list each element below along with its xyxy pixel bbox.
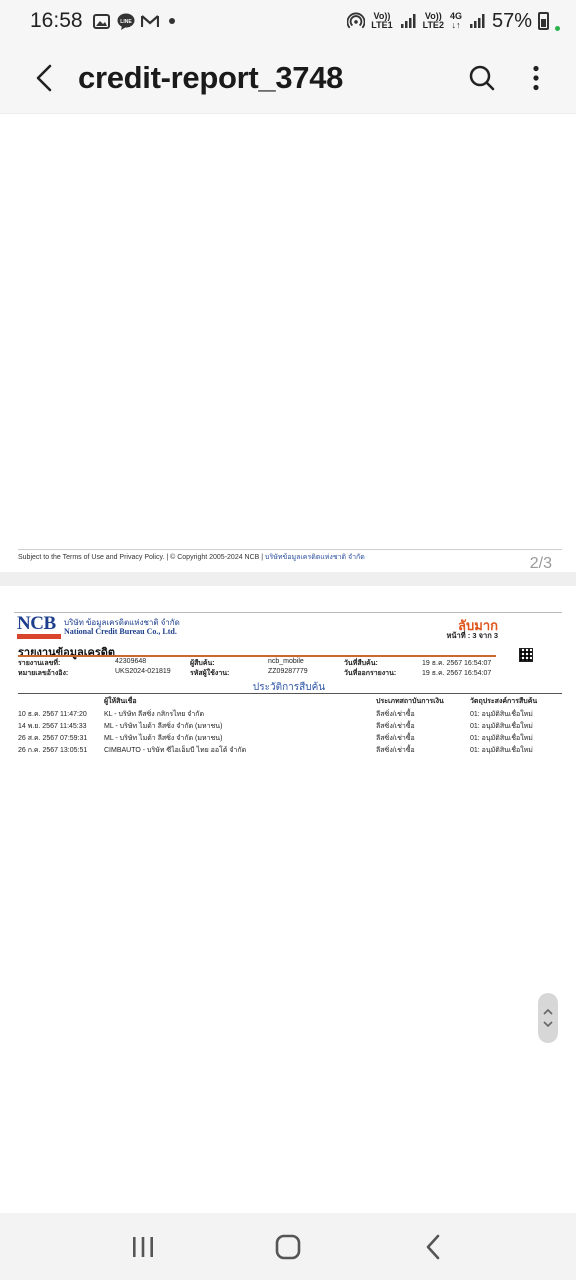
row-date: 14 พ.ย. 2567 11:45:33 xyxy=(18,723,87,730)
line-app-icon xyxy=(117,12,135,30)
page-number: หน้าที่ : 3 จาก 3 xyxy=(446,631,498,640)
more-notifications-dot xyxy=(169,18,175,24)
ref-no-value: UKS2024-021819 xyxy=(115,668,171,675)
gallery-icon xyxy=(93,12,111,30)
row-type: ลีสซิ่ง/เช่าซื้อ xyxy=(376,711,415,718)
datamatrix-code xyxy=(519,648,533,662)
row-member: ML - บริษัท ไมด้า ลีสซิ่ง จำกัด (มหาชน) xyxy=(104,723,223,730)
row-purpose: 01: อนุมัติสินเชื่อใหม่ xyxy=(470,735,533,742)
row-date: 26 ส.ค. 2567 07:59:31 xyxy=(18,735,88,742)
company-name-en: National Credit Bureau Co., Ltd. xyxy=(64,627,177,636)
status-time: 16:58 xyxy=(30,9,83,32)
row-purpose: 01: อนุมัติสินเชื่อใหม่ xyxy=(470,711,533,718)
privacy-indicator-dot xyxy=(555,26,560,31)
search-button[interactable] xyxy=(460,56,504,100)
page-2-footer xyxy=(18,549,562,563)
ncb-logo xyxy=(17,615,61,639)
user-code-label: รหัสผู้ใช้งาน: xyxy=(190,670,230,677)
gmail-icon xyxy=(141,12,159,30)
signal-2-icon xyxy=(468,12,486,30)
more-options-button[interactable] xyxy=(514,56,558,100)
app-actions xyxy=(460,56,558,100)
sim1-network xyxy=(371,12,392,30)
inquiry-date-label: วันที่สืบค้น: xyxy=(344,660,378,667)
status-bar xyxy=(0,0,576,42)
ref-no-label: หมายเลขอ้างอิง: xyxy=(18,670,69,677)
fast-scroll-handle[interactable] xyxy=(538,993,558,1043)
sim2-lte-label: LTE2 xyxy=(422,20,444,30)
row-date: 10 ธ.ค. 2567 11:47:20 xyxy=(18,711,87,718)
document-title: credit-report_3748 xyxy=(78,59,344,95)
system-indicators xyxy=(347,10,560,33)
sim1-volte-label: Vo)) xyxy=(373,11,391,21)
data-type-label: 4G xyxy=(449,11,462,21)
chevron-up-icon xyxy=(543,1009,553,1015)
row-type: ลีสซิ่ง/เช่าซื้อ xyxy=(376,735,415,742)
notification-icons xyxy=(93,12,175,30)
row-type: ลีสซิ่ง/เช่าซื้อ xyxy=(376,723,415,730)
back-arrow-icon xyxy=(34,63,54,93)
inquiry-history-title: ประวัติการสืบค้น xyxy=(252,682,326,693)
ncb-company-link[interactable]: บริษัทข้อมูลเครดิตแห่งชาติ จำกัด xyxy=(265,554,365,561)
sim2-network xyxy=(423,12,444,30)
confidential-label: ลับมาก xyxy=(458,618,498,633)
report-no-value: 42309648 xyxy=(115,658,147,665)
sim1-lte-label: LTE1 xyxy=(371,20,393,30)
system-nav-bar xyxy=(0,1213,576,1280)
page-separator xyxy=(0,572,576,586)
user-code-value: ZZ09287779 xyxy=(268,668,308,675)
issue-date-value: 19 ธ.ค. 2567 16:54:07 xyxy=(422,670,492,677)
row-type: ลีสซิ่ง/เช่าซื้อ xyxy=(376,747,415,754)
issue-date-label: วันที่ออกรายงาน: xyxy=(344,670,397,677)
inquirer-label: ผู้สืบค้น: xyxy=(190,660,215,667)
header-purpose: วัตถุประสงค์การสืบค้น xyxy=(470,698,538,705)
ncb-logo-text: NCB xyxy=(17,613,56,634)
signal-icon xyxy=(399,12,417,30)
header-member: ผู้ให้สินเชื่อ xyxy=(104,698,137,705)
chevron-down-icon xyxy=(543,1021,553,1027)
row-member: ML - บริษัท ไมด้า ลีสซิ่ง จำกัด (มหาชน) xyxy=(104,735,223,742)
inquirer-value: ncb_mobile xyxy=(268,658,304,665)
app-bar xyxy=(0,42,576,114)
header-institution-type: ประเภทสถาบันการเงิน xyxy=(376,698,444,705)
nav-back-icon xyxy=(425,1234,441,1260)
more-vertical-icon xyxy=(532,65,540,91)
home-button[interactable] xyxy=(258,1222,318,1272)
terms-text: Subject to the Terms of Use and Privacy Policy. | © Copyright 2005-2024 NCB | xyxy=(18,554,266,561)
recent-apps-icon xyxy=(131,1236,155,1258)
row-purpose: 01: อนุมัติสินเชื่อใหม่ xyxy=(470,747,533,754)
nav-back-button[interactable] xyxy=(403,1222,463,1272)
search-icon xyxy=(468,64,496,92)
row-purpose: 01: อนุมัติสินเชื่อใหม่ xyxy=(470,723,533,730)
row-member: CIMBAUTO - บริษัท ซีไอเอ็มบี ไทย ออโต้ จำกัด xyxy=(104,747,247,754)
data-type: 4G ↓↑ xyxy=(449,11,462,30)
row-date: 26 ก.ค. 2567 13:05:51 xyxy=(18,747,88,754)
page-indicator: 2/3 xyxy=(529,555,552,572)
history-rule xyxy=(18,693,562,694)
back-button[interactable] xyxy=(16,50,72,106)
report-no-label: รายงานเลขที่: xyxy=(18,660,61,667)
row-member: KL - บริษัท ลีสซิ่ง กสิกรไทย จำกัด xyxy=(104,711,205,718)
sim2-volte-label: Vo)) xyxy=(424,11,442,21)
home-icon xyxy=(275,1234,301,1260)
hotspot-icon xyxy=(347,12,365,30)
report-title: รายงานข้อมูลเครดิต xyxy=(18,647,116,659)
company-name-th: บริษัท ข้อมูลเครดิตแห่งชาติ จำกัด xyxy=(64,618,180,627)
ncb-logo-bar xyxy=(17,634,61,639)
battery-icon xyxy=(538,12,549,30)
title-rule xyxy=(18,655,496,657)
page-top-rule xyxy=(14,612,562,613)
battery-percent: 57% xyxy=(491,9,532,32)
svg-text:LINE: LINE xyxy=(119,18,132,25)
inquiry-date-value: 19 ธ.ค. 2567 16:54:07 xyxy=(422,660,492,667)
recent-apps-button[interactable] xyxy=(113,1222,173,1272)
